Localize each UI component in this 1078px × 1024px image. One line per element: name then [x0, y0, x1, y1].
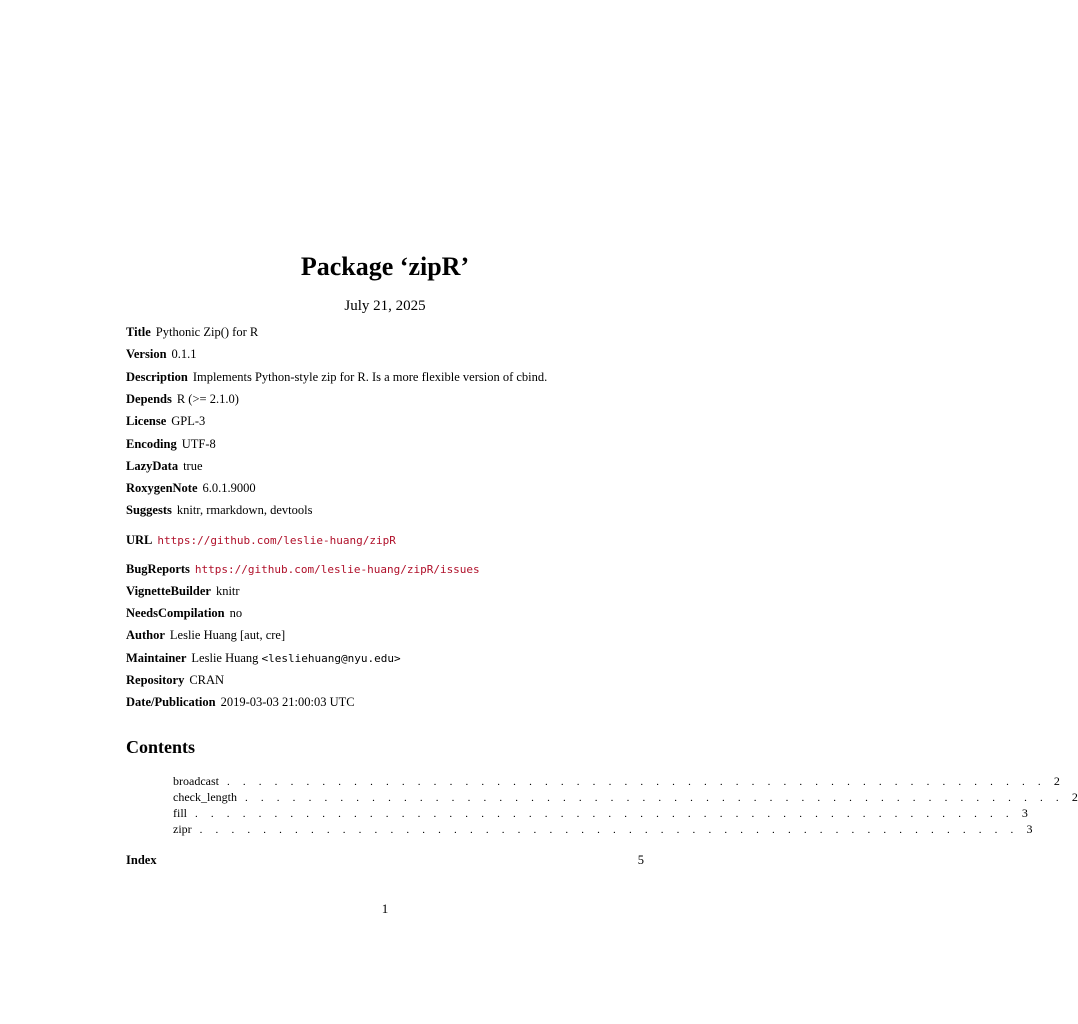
- url-link[interactable]: https://github.com/leslie-huang/zipR: [157, 534, 396, 547]
- field-value: knitr, rmarkdown, devtools: [176, 503, 313, 517]
- field-value: R (>= 2.1.0): [176, 392, 239, 406]
- toc-leader-dots: . . . . . . . . . . . . . . . . . . . . . . . . . . . . . . . . . . . . . . . . . . . . . . . . . . . .: [226, 776, 1046, 788]
- package-date: July 21, 2025: [344, 298, 426, 314]
- field-value: Implements Python-style zip for R. Is a more flexible version of cbind.: [192, 370, 548, 384]
- toc-leader-dots: . . . . . . . . . . . . . . . . . . . . . . . . . . . . . . . . . . . . . . . . . . . . . . . . . . . .: [244, 792, 1064, 804]
- toc-entry-name: zipr: [173, 822, 192, 836]
- field-key: URL: [126, 533, 153, 547]
- toc-entry-page: 3: [1026, 822, 1033, 836]
- field-encoding: [126, 437, 216, 452]
- toc-index[interactable]: [126, 853, 644, 868]
- toc-entry-check-length[interactable]: [173, 790, 1078, 806]
- field-key: RoxygenNote: [126, 481, 198, 495]
- field-value: CRAN: [189, 673, 225, 687]
- page-number: 1: [381, 901, 389, 916]
- maintainer-email: <lesliehuang@nyu.edu>: [261, 652, 401, 665]
- field-title: [126, 325, 258, 340]
- toc-entry-page: 2: [1053, 774, 1060, 788]
- field-depends: [126, 392, 239, 407]
- index-label: Index: [126, 853, 157, 867]
- toc-entry-zipr[interactable]: [173, 822, 1033, 838]
- field-license: [126, 414, 205, 429]
- field-author: [126, 628, 285, 643]
- field-key: BugReports: [126, 562, 190, 576]
- bugreports-link[interactable]: https://github.com/leslie-huang/zipR/issues: [194, 563, 480, 576]
- toc-entry-name: check_length: [173, 790, 237, 804]
- package-title: Package ‘zipR’: [300, 252, 470, 281]
- field-value: Leslie Huang: [191, 651, 259, 665]
- field-value: Leslie Huang [aut, cre]: [169, 628, 286, 642]
- field-key: Suggests: [126, 503, 172, 517]
- field-url: [126, 533, 396, 548]
- toc-entry-name: broadcast: [173, 774, 219, 788]
- field-key: LazyData: [126, 459, 179, 473]
- field-repository: [126, 673, 224, 688]
- field-value: 6.0.1.9000: [202, 481, 256, 495]
- field-key: License: [126, 414, 167, 428]
- field-value: UTF-8: [181, 437, 216, 451]
- field-value: 2019-03-03 21:00:03 UTC: [220, 695, 355, 709]
- field-value: Pythonic Zip() for R: [155, 325, 259, 339]
- field-description: [126, 370, 547, 385]
- field-value: knitr: [215, 584, 240, 598]
- field-bugreports: [126, 562, 480, 577]
- toc-entry-broadcast[interactable]: [173, 774, 1060, 790]
- field-value: no: [229, 606, 243, 620]
- toc-leader-dots: . . . . . . . . . . . . . . . . . . . . . . . . . . . . . . . . . . . . . . . . . . . . . . . . . . . .: [195, 808, 1014, 820]
- field-key: Author: [126, 628, 165, 642]
- field-vignettebuilder: [126, 584, 240, 599]
- contents-heading: Contents: [126, 737, 196, 757]
- field-version: [126, 347, 197, 362]
- field-key: Depends: [126, 392, 172, 406]
- field-key: Date/Publication: [126, 695, 216, 709]
- field-roxygennote: [126, 481, 256, 496]
- field-key: Title: [126, 325, 151, 339]
- field-key: VignetteBuilder: [126, 584, 211, 598]
- toc-entry-page: 3: [1021, 806, 1028, 820]
- field-maintainer: [126, 651, 401, 666]
- field-value: GPL-3: [171, 414, 206, 428]
- field-lazydata: [126, 459, 203, 474]
- field-key: Description: [126, 370, 188, 384]
- field-needscompilation: [126, 606, 242, 621]
- field-key: Encoding: [126, 437, 177, 451]
- field-key: Repository: [126, 673, 185, 687]
- field-suggests: [126, 503, 312, 518]
- field-value: 0.1.1: [171, 347, 197, 361]
- toc-entry-fill[interactable]: [173, 806, 1028, 822]
- index-page: 5: [637, 853, 644, 867]
- toc-leader-dots: . . . . . . . . . . . . . . . . . . . . . . . . . . . . . . . . . . . . . . . . . . . . . . . . . . . .: [199, 824, 1019, 836]
- toc-entry-name: fill: [173, 806, 187, 820]
- field-key: NeedsCompilation: [126, 606, 225, 620]
- field-key: Version: [126, 347, 167, 361]
- field-value: true: [183, 459, 203, 473]
- toc-entry-page: 2: [1071, 790, 1078, 804]
- field-key: Maintainer: [126, 651, 187, 665]
- field-date-publication: [126, 695, 355, 710]
